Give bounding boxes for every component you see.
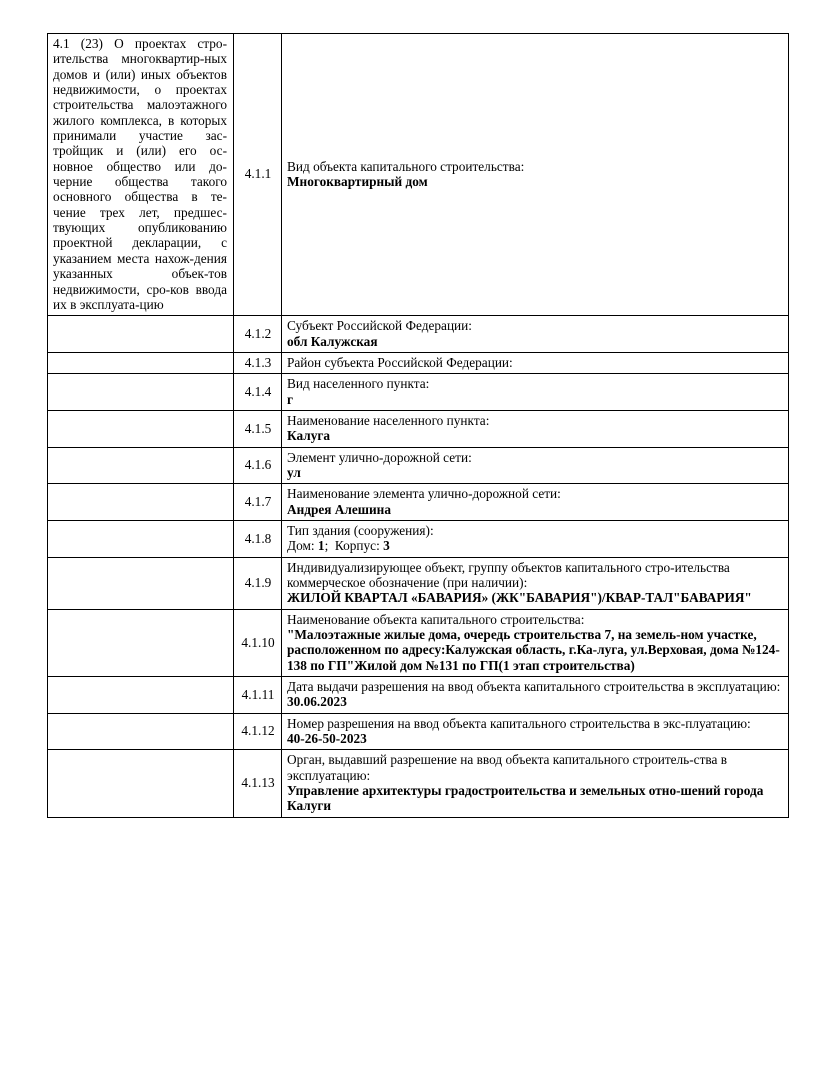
row-number: 4.1.2 — [234, 316, 282, 353]
row-content — [282, 557, 789, 609]
row-content — [282, 677, 789, 714]
row-number: 4.1.4 — [234, 374, 282, 411]
row-label: Наименование объекта капитального строительства: — [287, 611, 585, 627]
row-label: Вид объекта капитального строительства: — [287, 158, 525, 174]
row-label: Орган, выдавший разрешение на ввод объекта капитального строитель-ства в эксплуатацию: — [287, 752, 727, 783]
empty-left-cell — [48, 713, 234, 750]
empty-left-cell — [48, 447, 234, 484]
table-row — [48, 316, 789, 353]
table-row — [48, 609, 789, 676]
row-number: 4.1.10 — [234, 609, 282, 676]
empty-left-cell — [48, 520, 234, 557]
row-value: "Малоэтажные жилые дома, очередь строительства 7, на земель-ном участке, расположенном по адресу:Калужская область, г.Ка-луга, ул.Верховая, дома №124-138 по ГП"Жилой дом №131 по ГП(1 этап строительства) — [287, 627, 780, 673]
row-number: 4.1.11 — [234, 677, 282, 714]
row-content — [282, 750, 789, 817]
row-content — [282, 609, 789, 676]
row-label: Вид населенного пункта: — [287, 376, 430, 392]
row-label: Тип здания (сооружения): — [287, 522, 434, 538]
row-number: 4.1.13 — [234, 750, 282, 817]
row-label: Индивидуализирующее объект, группу объектов капитального стро-ительства коммерческое обозначение (при наличии): — [287, 559, 730, 590]
row-number: 4.1.12 — [234, 713, 282, 750]
table-row — [48, 677, 789, 714]
row-value: Калуга — [287, 428, 331, 444]
row-content — [282, 447, 789, 484]
table-row — [48, 34, 789, 316]
empty-left-cell — [48, 609, 234, 676]
row-content — [282, 713, 789, 750]
row-content — [282, 484, 789, 521]
row-label: Элемент улично-дорожной сети: — [287, 449, 472, 465]
row-label: Наименование населенного пункта: — [287, 412, 490, 428]
table-row — [48, 520, 789, 557]
empty-left-cell — [48, 316, 234, 353]
row-value: ЖИЛОЙ КВАРТАЛ «БАВАРИЯ» (ЖК"БАВАРИЯ")/КВАР-ТАЛ"БАВАРИЯ" — [287, 590, 752, 606]
empty-left-cell — [48, 484, 234, 521]
section-label-cell: 4.1 (23) О проектах стро-ительства многоквартир-ных домов и (или) иных объектов недвижимости, о проектах строительства малоэтажного жилого комплекса, в которых принимали участие зас-тройщик и (или) его ос-новное общество или до-черние общества такого основного общества в те-чение трех лет, предшес-твующих опубликованию проектной декларации, с указанием места нахож-дения указанных объек-тов недвижимости, сро-ков ввода их в эксплуата-цию — [48, 34, 234, 316]
row-content — [282, 316, 789, 353]
row-value: обл Калужская — [287, 333, 378, 349]
table-row — [48, 352, 789, 373]
declaration-table — [47, 33, 789, 818]
row-label: Дата выдачи разрешения на ввод объекта капитального строительства в эксплуатацию: — [287, 679, 781, 695]
row-label: Субъект Российской Федерации: — [287, 318, 472, 334]
row-value: ул — [287, 464, 301, 480]
table-row — [48, 557, 789, 609]
row-label: Наименование элемента улично-дорожной сети: — [287, 486, 561, 502]
row-value: Управление архитектуры градостроительства и земельных отно-шений города Калуги — [287, 783, 764, 814]
empty-left-cell — [48, 677, 234, 714]
row-number: 4.1.1 — [234, 34, 282, 316]
table-row — [48, 374, 789, 411]
table-row — [48, 484, 789, 521]
empty-left-cell — [48, 352, 234, 373]
empty-left-cell — [48, 750, 234, 817]
row-label: Номер разрешения на ввод объекта капитального строительства в экс-плуатацию: — [287, 715, 751, 731]
row-content — [282, 374, 789, 411]
row-content — [282, 34, 789, 316]
row-number: 4.1.6 — [234, 447, 282, 484]
row-label: Район субъекта Российской Федерации: — [287, 354, 513, 370]
row-value: Многоквартирный дом — [287, 174, 428, 190]
row-number: 4.1.8 — [234, 520, 282, 557]
table-row — [48, 447, 789, 484]
empty-left-cell — [48, 557, 234, 609]
row-number: 4.1.5 — [234, 410, 282, 447]
row-number: 4.1.9 — [234, 557, 282, 609]
row-content — [282, 352, 789, 373]
empty-left-cell — [48, 374, 234, 411]
row-value: Андрея Алешина — [287, 501, 391, 517]
row-value: 40-26-50-2023 — [287, 731, 367, 747]
empty-left-cell — [48, 410, 234, 447]
row-number: 4.1.7 — [234, 484, 282, 521]
row-content — [282, 410, 789, 447]
row-value: Дом: 1; Корпус: 3 — [287, 538, 390, 554]
row-value: 30.06.2023 — [287, 694, 347, 710]
table-row — [48, 410, 789, 447]
row-number: 4.1.3 — [234, 352, 282, 373]
table-row — [48, 713, 789, 750]
table-row — [48, 750, 789, 817]
row-content — [282, 520, 789, 557]
row-value: г — [287, 391, 294, 407]
